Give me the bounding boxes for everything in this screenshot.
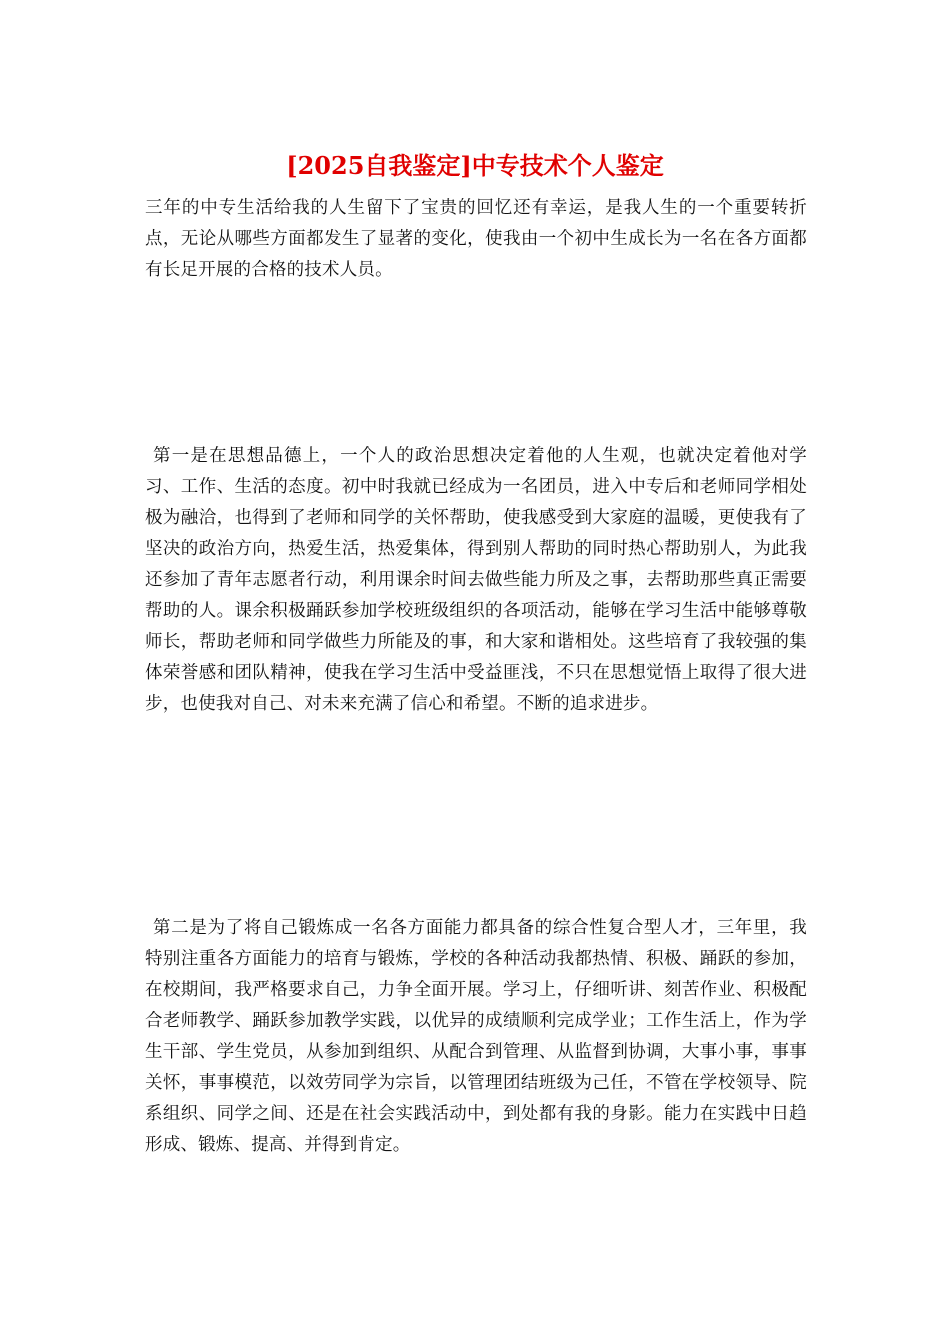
document-title: [2025自我鉴定]中专技术个人鉴定	[286, 151, 664, 180]
paragraph-abilities: 第二是为了将自己锻炼成一名各方面能力都具备的综合性复合型人才，三年里，我特别注重各方面能力的培育与锻炼，学校的各种活动我都热情、积极、踊跃的参加，在校期间，我严格要求自己，力争全面开展。学习上，仔细听讲、刻苦作业、积极配合老师教学、踊跃参加教学实践，以优异的成绩顺利完成学业；工作生活上，作为学生干部、学生党员，从参加到组织、从配合到管理、从监督到协调，大事小事，事事关怀，事事模范，以效劳同学为宗旨，以管理团结班级为己任，不管在学校领导、院系组织、同学之间、还是在社会实践活动中，到处都有我的身影。能力在实践中日趋形成、锻炼、提高、并得到肯定。	[145, 918, 807, 1155]
paragraph-ideology: 第一是在思想品德上，一个人的政治思想决定着他的人生观，也就决定着他对学习、工作、生活的态度。初中时我就已经成为一名团员，进入中专后和老师同学相处极为融洽，也得到了老师和同学的关怀帮助，使我感受到大家庭的温暖，更使我有了坚决的政治方向，热爱生活，热爱集体，得到别人帮助的同时热心帮助别人，为此我还参加了青年志愿者行动，利用课余时间去做些能力所及之事，去帮助那些真正需要帮助的人。课余积极踊跃参加学校班级组织的各项活动，能够在学习生活中能够尊敬师长，帮助老师和同学做些力所能及的事，和大家和谐相处。这些培育了我较强的集体荣誉感和团队精神，使我在学习生活中受益匪浅，不只在思想觉悟上取得了很大进步，也使我对自己、对未来充满了信心和希望。不断的追求进步。	[145, 446, 807, 714]
paragraph-intro: 三年的中专生活给我的人生留下了宝贵的回忆还有幸运，是我人生的一个重要转折点，无论从哪些方面都发生了显著的变化，使我由一个初中生成长为一名在各方面都有长足开展的合格的技术人员。	[145, 198, 807, 280]
